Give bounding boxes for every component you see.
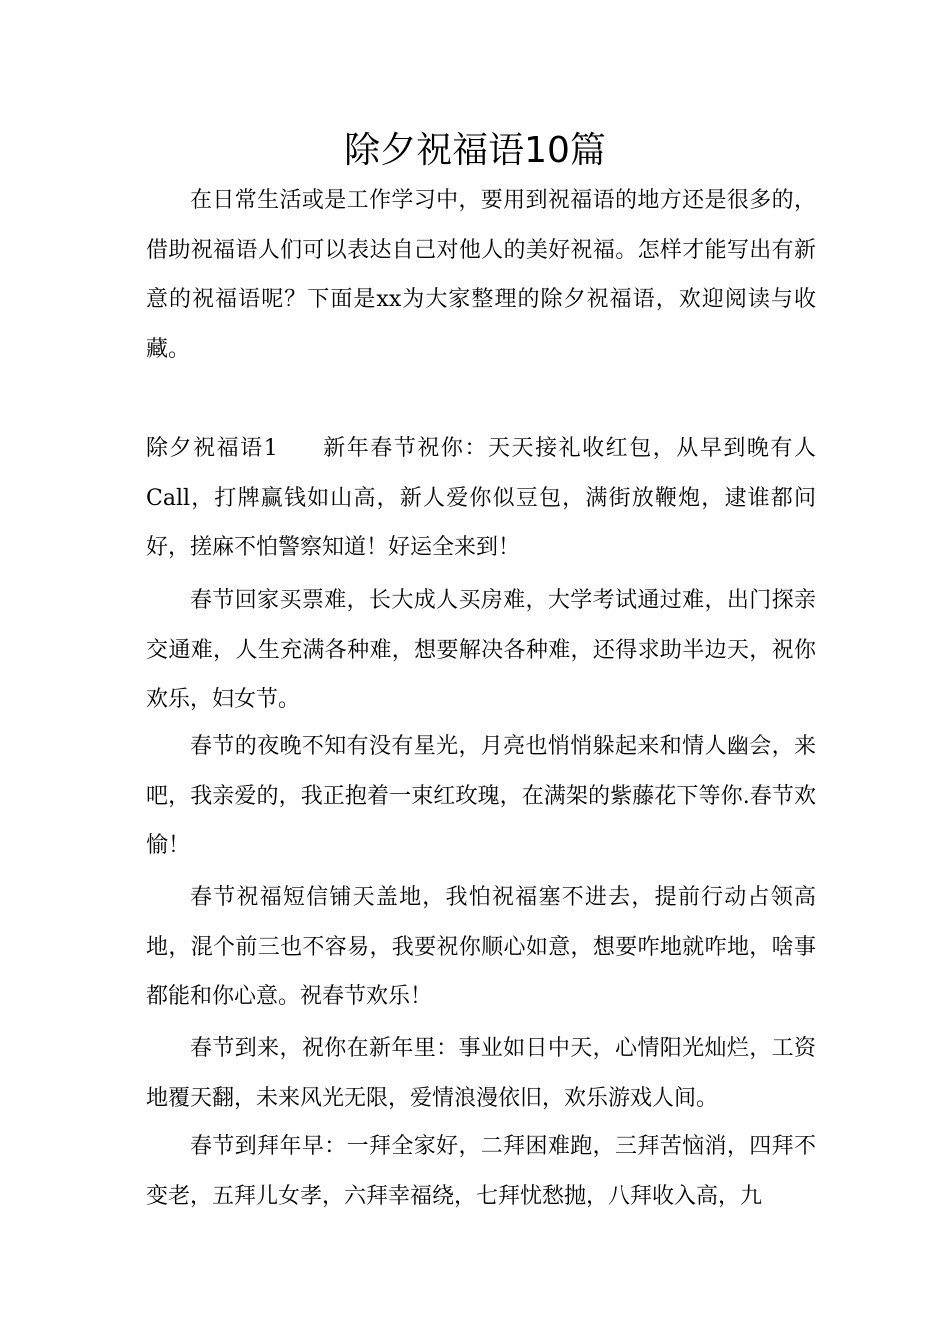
intro-paragraph: 在日常生活或是工作学习中，要用到祝福语的地方还是很多的，借助祝福语人们可以表达自己对他人的美好祝福。怎样才能写出有新意的祝福语呢？下面是xx为大家整理的除夕祝福语，欢迎阅读与收藏。 bbox=[146, 188, 816, 362]
wish-paragraph-3: 春节的夜晚不知有没有星光，月亮也悄悄躲起来和情人幽会，来吧，我亲爱的，我正抱着一束红玫瑰，在满架的紫藤花下等你.春节欢愉！ bbox=[146, 734, 816, 858]
section-label: 除夕祝福语1 bbox=[146, 436, 278, 461]
wish-paragraph-4: 春节祝福短信铺天盖地，我怕祝福塞不进去，提前行动占领高地，混个前三也不容易，我要祝你顺心如意，想要咋地就咋地，啥事都能和你心意。祝春节欢乐！ bbox=[146, 885, 816, 1009]
document-title: 除夕祝福语10篇 bbox=[344, 130, 606, 171]
wish-paragraph-2: 春节回家买票难，长大成人买房难，大学考试通过难，出门探亲交通难，人生充满各种难，想要解决各种难，还得求助半边天，祝你欢乐，妇女节。 bbox=[146, 588, 816, 712]
wish-paragraph-1 bbox=[146, 424, 816, 573]
wish-text-1: 新年春节祝你：天天接礼收红包，从早到晚有人Call，打牌赢钱如山高，新人爱你似豆包，满街放鞭炮，逮谁都问好，搓麻不怕警察知道！好运全来到！ bbox=[146, 436, 816, 560]
wish-paragraph-5: 春节到来，祝你在新年里：事业如日中天，心情阳光灿烂，工资地覆天翻，未来风光无限，爱情浪漫依旧，欢乐游戏人间。 bbox=[146, 1036, 816, 1111]
wish-paragraph-6: 春节到拜年早：一拜全家好，二拜困难跑，三拜苦恼消，四拜不变老，五拜儿女孝，六拜幸福绕，七拜忧愁抛，八拜收入高，九 bbox=[146, 1134, 816, 1209]
